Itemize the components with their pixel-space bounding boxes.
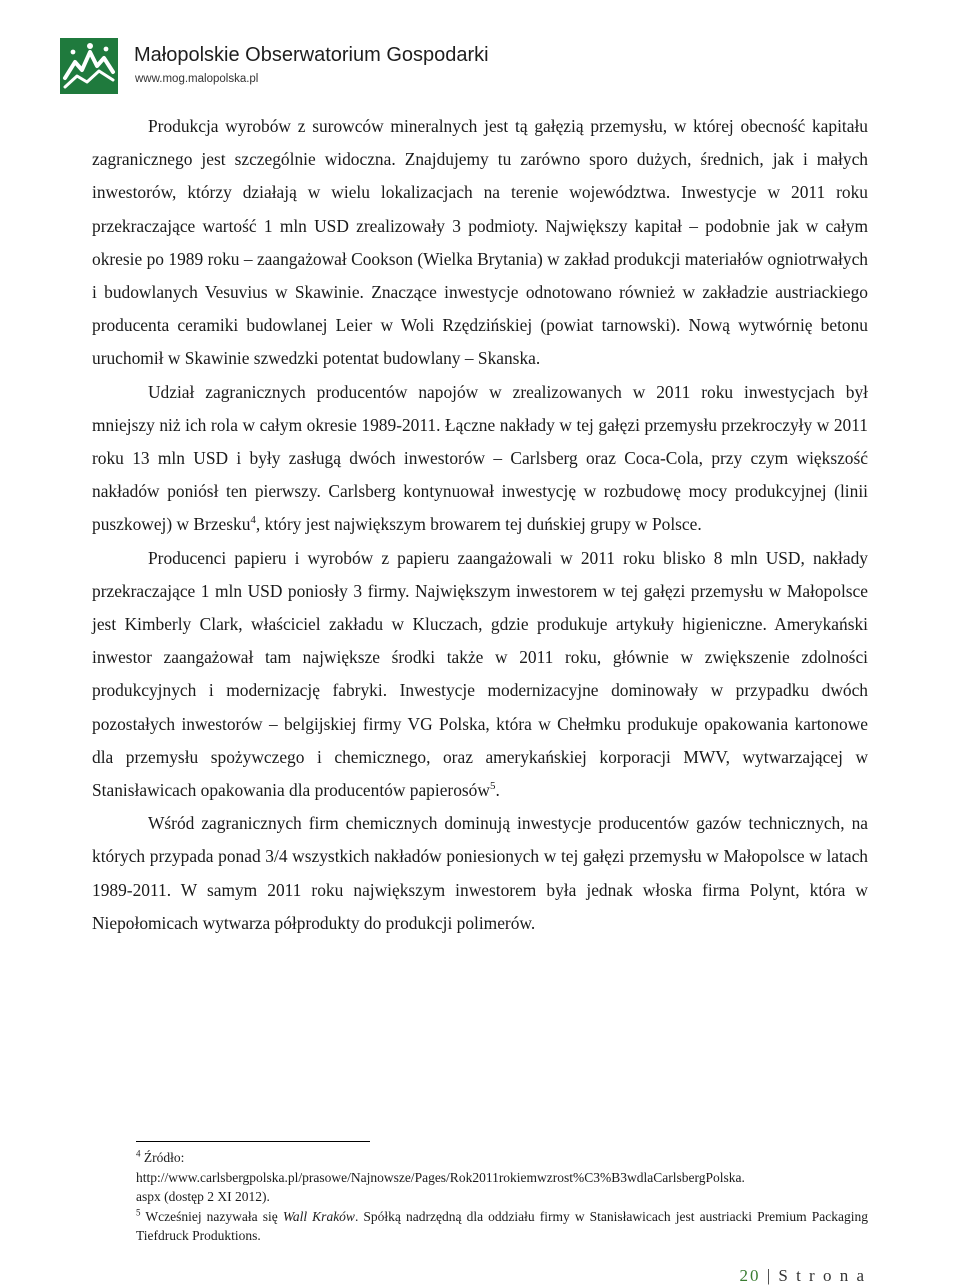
footnote-5: $^5$ Wcześniej nazywała się Wall Kraków. Spółką nadrzędną dla oddziału firmy w Stanisławicach jest austriacki Premium Packaging Tiefdruck Produktions. [136, 1207, 868, 1243]
footnote-ref-5: 5 [489, 780, 496, 793]
footnote-4: $^4$ Źródło: http://www.carlsbergpolska.pl/prasowe/Najnowsze/Pages/Rok2011rokiemwzrost%C3%B3wdlaCarlsbergPolska. aspx (dostęp 2 XI 2012). [136, 1148, 868, 1207]
footnote-4-link[interactable]: http://www.carlsbergpolska.pl/prasowe/Najnowsze/Pages/Rok2011rokiemwzrost%C3%B3wdlaCarlsbergPolska. [136, 1169, 745, 1185]
org-name: Małopolskie Obserwatorium Gospodarki [134, 44, 489, 66]
page-number: 20 | S t r o n a [739, 1266, 866, 1285]
footnote-separator [136, 1141, 370, 1142]
paragraph-chemical: Wśród zagranicznych firm chemicznych dominują inwestycje producentów gazów technicznych, na których przypada ponad 3/4 wszystkich nakładów poniesionych w tej gałęzi przemysłu w Małopolsce w latach 1989-2011. W samym 2011 roku największym inwestorem była jednak włoska firma Polynt, która w Niepołomicach wytwarza półprodukty do produkcji polimerów. [92, 813, 868, 933]
org-url: www.mog.malopolska.pl [135, 73, 259, 85]
page-header [60, 36, 880, 96]
main-text [92, 110, 868, 940]
paragraph-beverages: Udział zagranicznych producentów napojów w zrealizowanych w 2011 roku inwestycjach był mniejszy niż ich rola w całym okresie 1989-2011. Łączne nakłady w tej gałęzi przemysłu przekroczyły w 2011 roku 13 mln USD i były zasługą dwóch inwestorów – Carlsberg oraz Coca-Cola, przy czym większość nakładów poniósł ten pierwszy. Carlsberg kontynuował inwestycję w rozbudowę mocy produkcyjnej (linii puszkowej) w Brzesku$^4$, który jest największym browarem tej duńskiej grupy w Polsce. [92, 381, 868, 535]
footnotes [136, 1148, 868, 1246]
mog-logo-icon [60, 38, 118, 94]
paragraph-mineral: Produkcja wyrobów z surowców mineralnych jest tą gałęzią przemysłu, w której obecność kapitału zagranicznego jest szczególnie widoczna. Znajdujemy tu zarówno sporo dużych, średnich, jak i małych inwestorów, którzy działają w wielu lokalizacjach na terenie województwa. Inwestycje w 2011 roku przekraczające wartość 1 mln USD zrealizowały 3 podmioty. Największy kapitał – podobnie jak w całym okresie po 1989 roku – zaangażował Cookson (Wielka Brytania) w zakład produkcji materiałów ogniotrwałych i budowlanych Vesuvius w Skawinie. Znaczące inwestycje odnotowano również w zakładzie austriackiego producenta ceramiki budowlanej Leier w Woli Rzędzińskiej (powiat tarnowski). Nową wytwórnię betonu uruchomił w Skawinie szwedzki potentat budowlany – Skanska. [92, 116, 868, 369]
footnote-ref-4: 4 [250, 514, 256, 527]
paragraph-paper: Producenci papieru i wyrobów z papieru zaangażowali w 2011 roku blisko 8 mln USD, nakłady przekraczające 1 mln USD poniosły 3 firmy. Największym inwestorem w tej gałęzi przemysłu w Małopolsce jest Kimberly Clark, właściciel zakładu w Kluczach, gdzie produkuje artykuły higieniczne. Amerykański inwestor zaangażował tam największe środki także w 2011 roku, głównie w zwiększenie zdolności produkcyjnych i modernizację fabryki. Inwestycje modernizacyjne dominowały w przypadku dwóch pozostałych inwestorów – belgijskiej firmy VG Polska, która w Chełmku produkuje opakowania kartonowe dla przemysłu spożywczego i chemicznego, oraz amerykańskiej korporacji MWV, wytwarzającej w Stanisławicach opakowania dla producentów papierosów$^5$. [92, 547, 868, 801]
